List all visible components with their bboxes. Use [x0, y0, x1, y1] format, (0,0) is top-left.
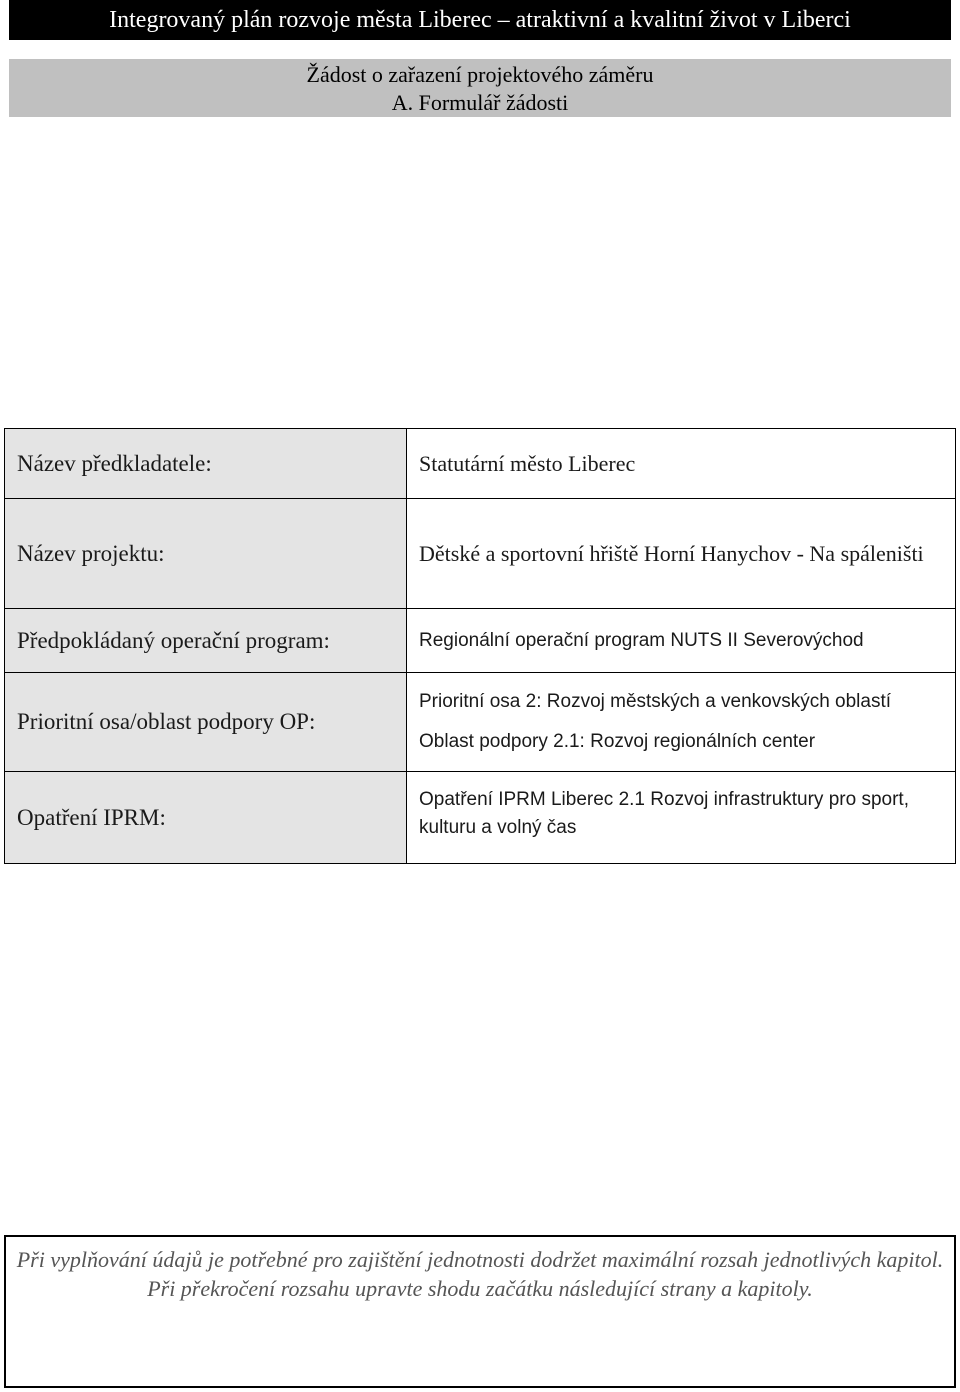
instruction-note: Při vyplňování údajů je potřebné pro zajištění jednotnosti dodržet maximální rozsah jednotlivých kapitol. Při překročení rozsahu upravte shodu začátku následující strany a kapitoly.	[4, 1235, 956, 1388]
label-iprm-measure: Opatření IPRM:	[5, 772, 407, 864]
value-iprm-measure: Opatření IPRM Liberec 2.1 Rozvoj infrastruktury pro sport, kulturu a volný čas	[407, 772, 956, 864]
form-subtitle	[9, 59, 951, 117]
subtitle-line-2: A. Formulář žádosti	[391, 90, 569, 115]
value-priority-axis	[407, 673, 956, 772]
table-row-applicant	[5, 429, 956, 499]
value-project: Dětské a sportovní hřiště Horní Hanychov - Na spáleništi	[407, 499, 956, 609]
label-program: Předpokládaný operační program:	[5, 609, 407, 673]
applicant-info-table	[4, 428, 956, 864]
value-priority-axis-line-2: Oblast podpory 2.1: Rozvoj regionálních center	[419, 731, 816, 752]
value-priority-axis-line-1: Prioritní osa 2: Rozvoj městských a venkovských oblastí	[419, 691, 892, 712]
label-project: Název projektu:	[5, 499, 407, 609]
table-row-program	[5, 609, 956, 673]
document-title: Integrovaný plán rozvoje města Liberec – atraktivní a kvalitní život v Liberci	[9, 0, 951, 40]
label-applicant: Název předkladatele:	[5, 429, 407, 499]
value-applicant: Statutární město Liberec	[407, 429, 956, 499]
label-priority-axis: Prioritní osa/oblast podpory OP:	[5, 673, 407, 772]
table-row-priority-axis	[5, 673, 956, 772]
table-row-iprm-measure	[5, 772, 956, 864]
subtitle-line-1: Žádost o zařazení projektového záměru	[306, 62, 654, 87]
table-row-project	[5, 499, 956, 609]
value-program: Regionální operační program NUTS II Severovýchod	[407, 609, 956, 673]
